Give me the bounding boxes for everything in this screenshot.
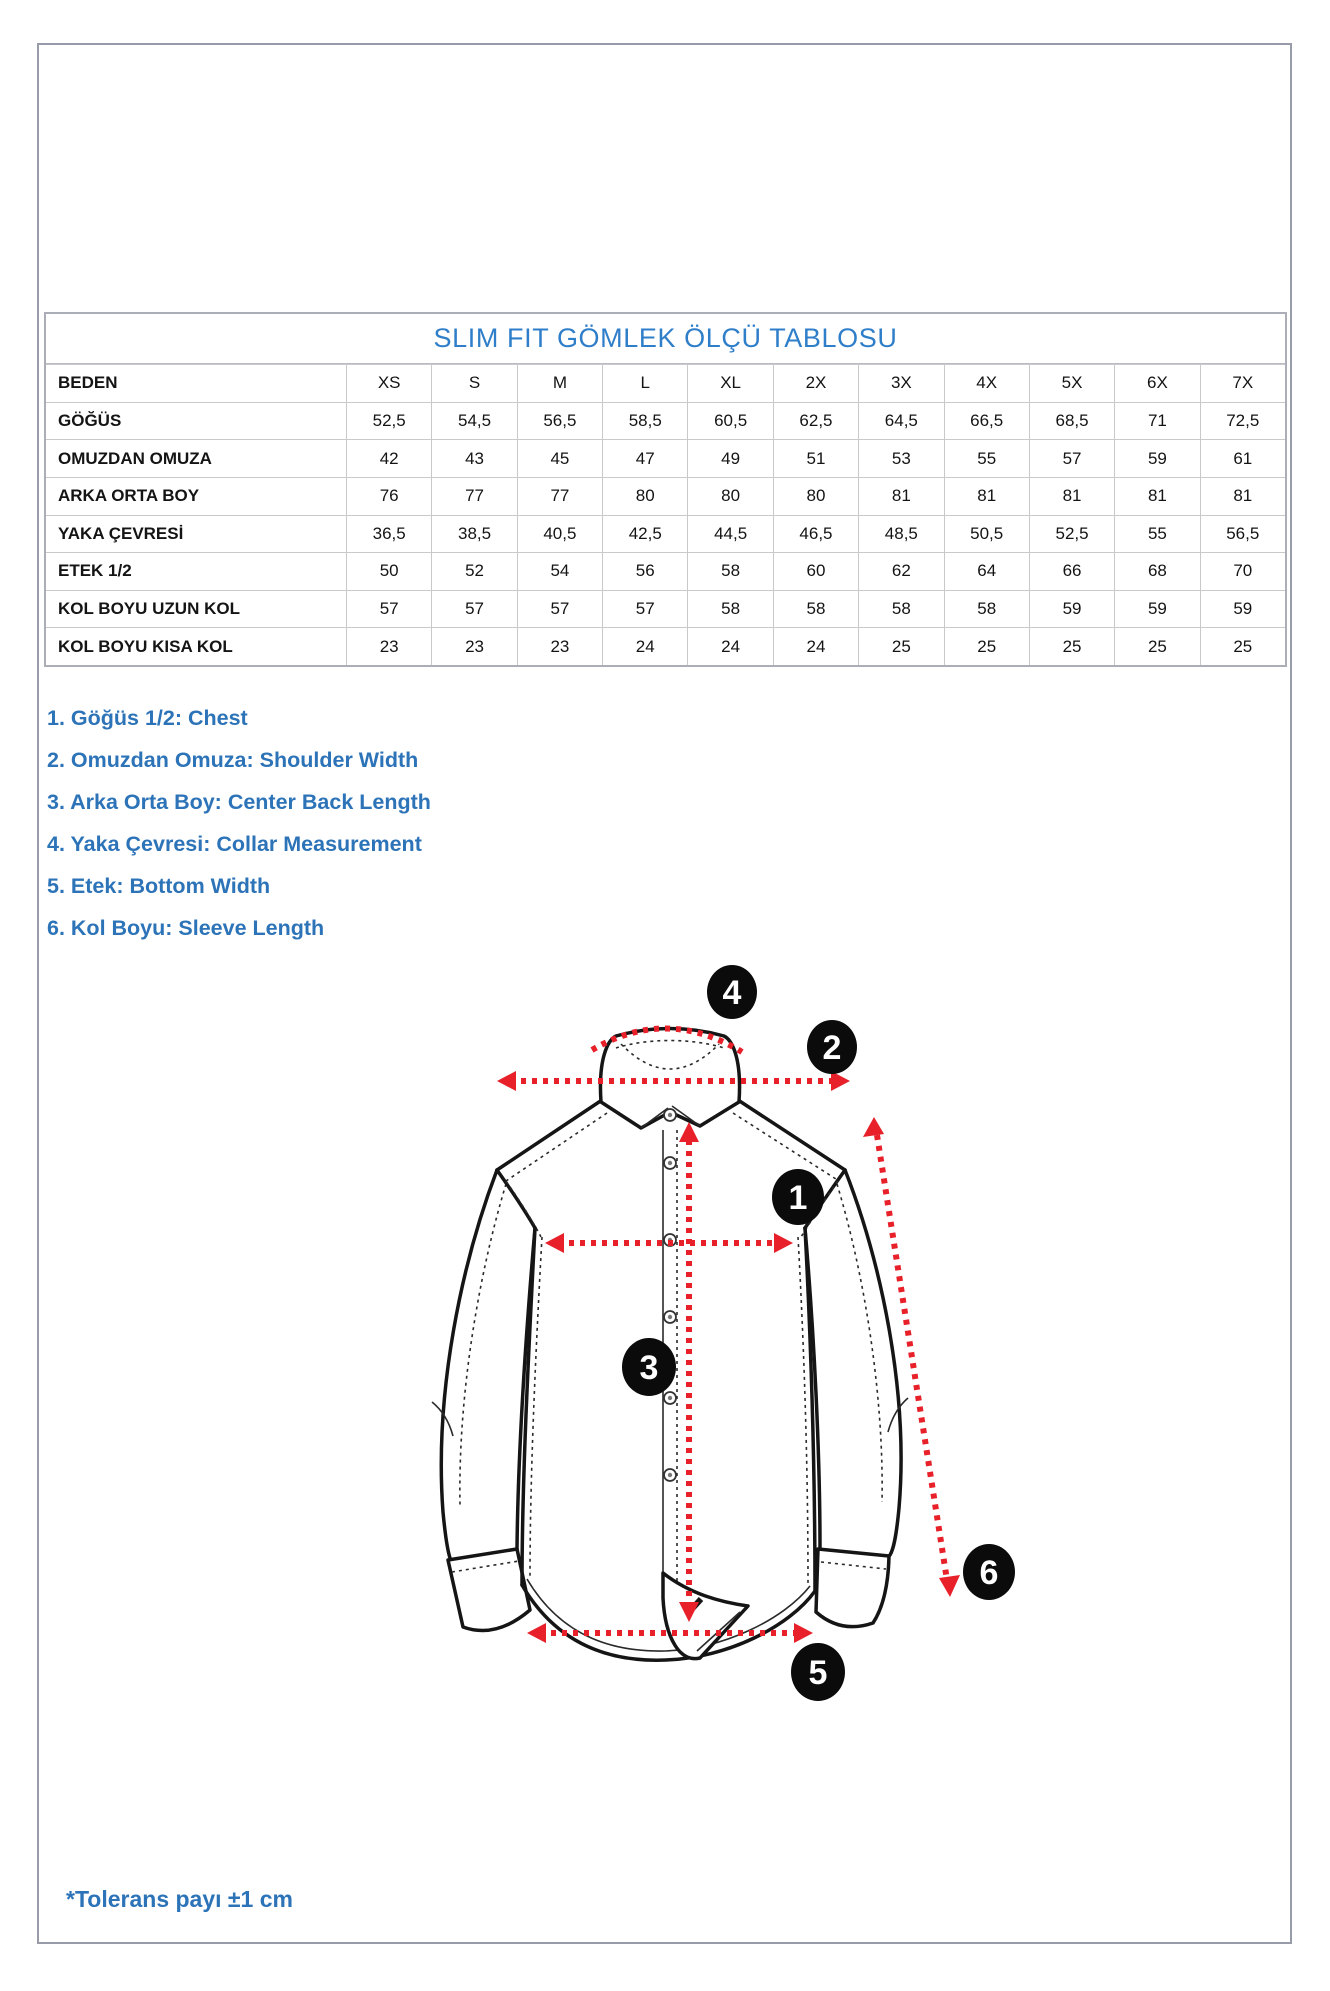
cell-value: 58 [858,591,943,628]
legend-item: 1. Göğüs 1/2: Chest [47,706,248,730]
cell-value: 66,5 [944,403,1029,440]
cell-value: 61 [1200,440,1285,477]
cell-value: 25 [1200,628,1285,665]
row-label: KOL BOYU KISA KOL [58,636,233,656]
chest-arrowhead-left [545,1233,564,1253]
cell-value: 58,5 [602,403,687,440]
bottom-arrowhead-left [527,1623,546,1643]
sleeve-arrowhead-top [863,1117,884,1137]
column-header: 3X [858,365,943,402]
sleeve-measure-line [877,1135,947,1580]
cell-value: 49 [687,440,772,477]
badge-4-number: 4 [722,974,742,1012]
buttons [664,1109,676,1481]
cell-value: 76 [346,478,431,515]
shirt-drawing [432,1029,908,1661]
table-row [46,402,1285,440]
cell-value: 50 [346,553,431,590]
right-cuff [816,1549,889,1627]
table-row [46,590,1285,628]
tolerance-note: *Tolerans payı ±1 cm [66,1886,293,1912]
cell-value: 55 [944,440,1029,477]
cell-value: 54 [517,553,602,590]
table-row [46,439,1285,477]
cell-value: 58 [687,591,772,628]
cell-value: 81 [1029,478,1114,515]
legend-item: 4. Yaka Çevresi: Collar Measurement [47,832,422,856]
table-row [46,515,1285,553]
table-row [46,552,1285,590]
cell-value: 24 [687,628,772,665]
cell-value: 43 [431,440,516,477]
cell-value: 68 [1114,553,1199,590]
column-header: 5X [1029,365,1114,402]
cell-value: 42 [346,440,431,477]
column-header: L [602,365,687,402]
badge-3-number: 3 [639,1349,659,1387]
cell-value: 52,5 [1029,516,1114,553]
cell-value: 70 [1200,553,1285,590]
row-label: KOL BOYU UZUN KOL [58,599,240,619]
cell-value: 80 [773,478,858,515]
cell-value: 36,5 [346,516,431,553]
cell-value: 46,5 [773,516,858,553]
cell-value: 52 [431,553,516,590]
cell-value: 60,5 [687,403,772,440]
cell-value: 58 [687,553,772,590]
row-label: OMUZDAN OMUZA [58,448,212,468]
cell-value: 59 [1114,591,1199,628]
table-title: SLIM FIT GÖMLEK ÖLÇÜ TABLOSU [46,314,1285,364]
cell-value: 57 [602,591,687,628]
cell-value: 64 [944,553,1029,590]
chest-arrowhead-right [774,1233,793,1253]
cell-value: 25 [858,628,943,665]
cell-value: 48,5 [858,516,943,553]
cell-value: 81 [1114,478,1199,515]
cell-value: 62,5 [773,403,858,440]
cell-value: 72,5 [1200,403,1285,440]
cell-value: 51 [773,440,858,477]
cell-value: 66 [1029,553,1114,590]
cell-value: 80 [687,478,772,515]
left-yoke-seam [506,1113,607,1181]
right-sleeve-crease [837,1184,882,1502]
cell-value: 52,5 [346,403,431,440]
shirt-measurement-diagram [380,960,1040,1720]
cell-value: 56 [602,553,687,590]
badge-2-number: 2 [822,1029,842,1067]
cell-value: 53 [858,440,943,477]
cell-value: 57 [431,591,516,628]
cell-value: 71 [1114,403,1199,440]
cell-value: 55 [1114,516,1199,553]
legend-item: 2. Omuzdan Omuza: Shoulder Width [47,748,419,772]
legend-item: 3. Arka Orta Boy: Center Back Length [47,790,431,814]
cell-value: 59 [1200,591,1285,628]
size-table [44,312,1287,667]
cell-value: 54,5 [431,403,516,440]
badge-5-number: 5 [808,1654,828,1692]
cell-value: 80 [602,478,687,515]
column-header: 7X [1200,365,1285,402]
cell-value: 45 [517,440,602,477]
table-row [46,627,1285,665]
cell-value: 58 [944,591,1029,628]
column-header: 6X [1114,365,1199,402]
left-cuff [448,1549,530,1631]
sleeve-arrowhead-bottom [939,1575,960,1597]
cell-value: 62 [858,553,943,590]
badge-1-number: 1 [788,1179,808,1217]
cell-value: 23 [346,628,431,665]
cell-value: 25 [944,628,1029,665]
bottom-arrowhead-right [794,1623,813,1643]
legend-item: 6. Kol Boyu: Sleeve Length [47,916,325,940]
cell-value: 57 [346,591,431,628]
measurement-legend [47,697,431,949]
badge-6-number: 6 [979,1554,999,1592]
row-label: BEDEN [58,373,118,393]
cell-value: 57 [1029,440,1114,477]
column-header: XS [346,365,431,402]
column-header: S [431,365,516,402]
row-label: YAKA ÇEVRESİ [58,523,184,543]
cell-value: 56,5 [517,403,602,440]
cell-value: 81 [858,478,943,515]
left-sleeve-crease [460,1184,506,1505]
cell-value: 24 [602,628,687,665]
column-header: M [517,365,602,402]
cell-value: 42,5 [602,516,687,553]
cell-value: 56,5 [1200,516,1285,553]
table-row [46,477,1285,515]
cell-value: 25 [1029,628,1114,665]
shoulder-arrowhead-right [831,1071,850,1091]
row-label: GÖĞÜS [58,410,122,430]
cell-value: 40,5 [517,516,602,553]
right-shoulder-line [738,1100,845,1170]
shoulder-arrowhead-left [497,1071,516,1091]
cell-value: 23 [431,628,516,665]
table-header-row [46,364,1285,402]
cell-value: 58 [773,591,858,628]
cell-value: 81 [1200,478,1285,515]
cell-value: 24 [773,628,858,665]
column-header: 4X [944,365,1029,402]
cell-value: 50,5 [944,516,1029,553]
cell-value: 81 [944,478,1029,515]
cell-value: 57 [517,591,602,628]
cell-value: 23 [517,628,602,665]
left-shoulder-line [497,1100,602,1170]
cell-value: 59 [1114,440,1199,477]
cell-value: 77 [431,478,516,515]
right-yoke-seam [733,1113,839,1181]
cell-value: 59 [1029,591,1114,628]
cell-value: 60 [773,553,858,590]
cell-value: 64,5 [858,403,943,440]
cell-value: 44,5 [687,516,772,553]
cell-value: 47 [602,440,687,477]
cell-value: 25 [1114,628,1199,665]
cell-value: 68,5 [1029,403,1114,440]
cell-value: 77 [517,478,602,515]
row-label: ARKA ORTA BOY [58,486,200,506]
row-label: ETEK 1/2 [58,561,132,581]
left-armhole [497,1170,535,1228]
right-sleeve-outer [845,1170,901,1555]
legend-item: 5. Etek: Bottom Width [47,874,271,898]
cell-value: 38,5 [431,516,516,553]
column-header: XL [687,365,772,402]
column-header: 2X [773,365,858,402]
left-sleeve-outer [441,1170,497,1561]
